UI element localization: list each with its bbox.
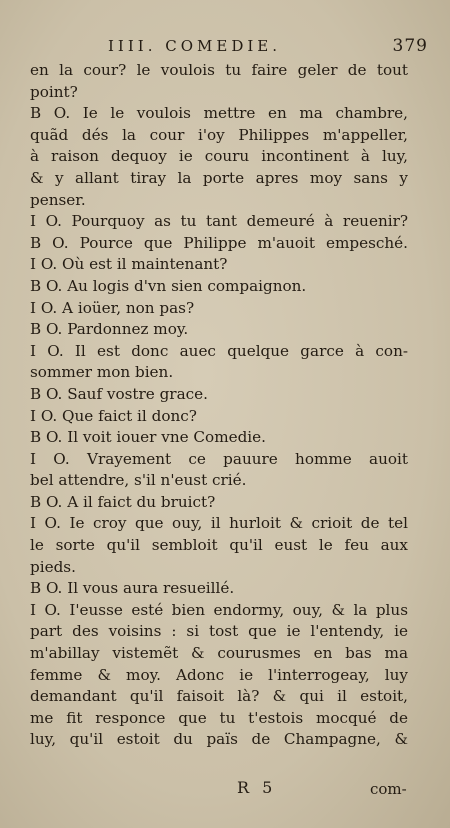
text-line: quãd dés la cour i'oy Philippes m'appeller, — [30, 125, 408, 144]
text-line: me fit responce que tu t'estois mocqué de — [30, 708, 408, 727]
text-line: pieds. — [30, 557, 76, 576]
text-line: I O. Il est donc auec quelque garce à con- — [30, 341, 408, 360]
text-line: le sorte qu'il sembloit qu'il eust le feu aux — [30, 536, 408, 555]
text-line: I O. A ioüer, non pas? — [30, 298, 195, 317]
catchword: com- — [370, 780, 407, 798]
text-line: part des voisins : si tost que ie l'entendy, ie — [30, 622, 408, 641]
text-line: bel attendre, s'il n'eust crié. — [30, 471, 247, 490]
text-line: femme & moy. Adonc ie l'interrogeay, luy — [30, 665, 408, 684]
running-head — [108, 36, 428, 56]
text-line: & y allant tiray la porte apres moy sans y — [30, 168, 408, 187]
text-line: B O. Sauf vostre grace. — [30, 384, 208, 403]
text-line: luy, qu'il estoit du païs de Champagne, & — [30, 730, 408, 749]
signature-mark: R 5 — [237, 778, 277, 797]
text-line: à raison dequoy ie couru incontinent à luy, — [30, 147, 408, 166]
text-line: B O. A il faict du bruict? — [30, 492, 216, 511]
text-line: I O. Où est il maintenant? — [30, 255, 228, 274]
text-line: I O. Que faict il donc? — [30, 406, 197, 425]
text-line: B O. Ie le voulois mettre en ma chambre, — [30, 104, 408, 123]
text-line: penser. — [30, 190, 86, 209]
body-text — [30, 60, 408, 751]
running-head-title: IIII. COMEDIE. — [108, 37, 281, 55]
text-line: en la cour? le voulois tu faire geler de tout — [30, 61, 408, 79]
text-line: sommer mon bien. — [30, 363, 174, 382]
text-line: I O. Vrayement ce pauure homme auoit — [30, 449, 408, 468]
text-line: B O. Pource que Philippe m'auoit empesché. — [30, 233, 408, 252]
text-line: B O. Il vous aura resueillé. — [30, 579, 235, 598]
text-line: point? — [30, 82, 78, 101]
text-line: B O. Il voit iouer vne Comedie. — [30, 428, 266, 447]
text-line: B O. Pardonnez moy. — [30, 320, 189, 339]
text-line: I O. Pourquoy as tu tant demeuré à reuenir? — [30, 212, 408, 231]
text-line: demandant qu'il faisoit là? & qui il estoit, — [30, 687, 408, 706]
text-line: I O. I'eusse esté bien endormy, ouy, & la plus — [30, 600, 408, 619]
text-line: m'abillay vistemẽt & courusmes en bas ma — [30, 644, 408, 663]
text-line: B O. Au logis d'vn sien compaignon. — [30, 276, 307, 295]
text-line: I O. Ie croy que ouy, il hurloit & crioit de tel — [30, 514, 408, 533]
page-number: 379 — [392, 36, 428, 56]
